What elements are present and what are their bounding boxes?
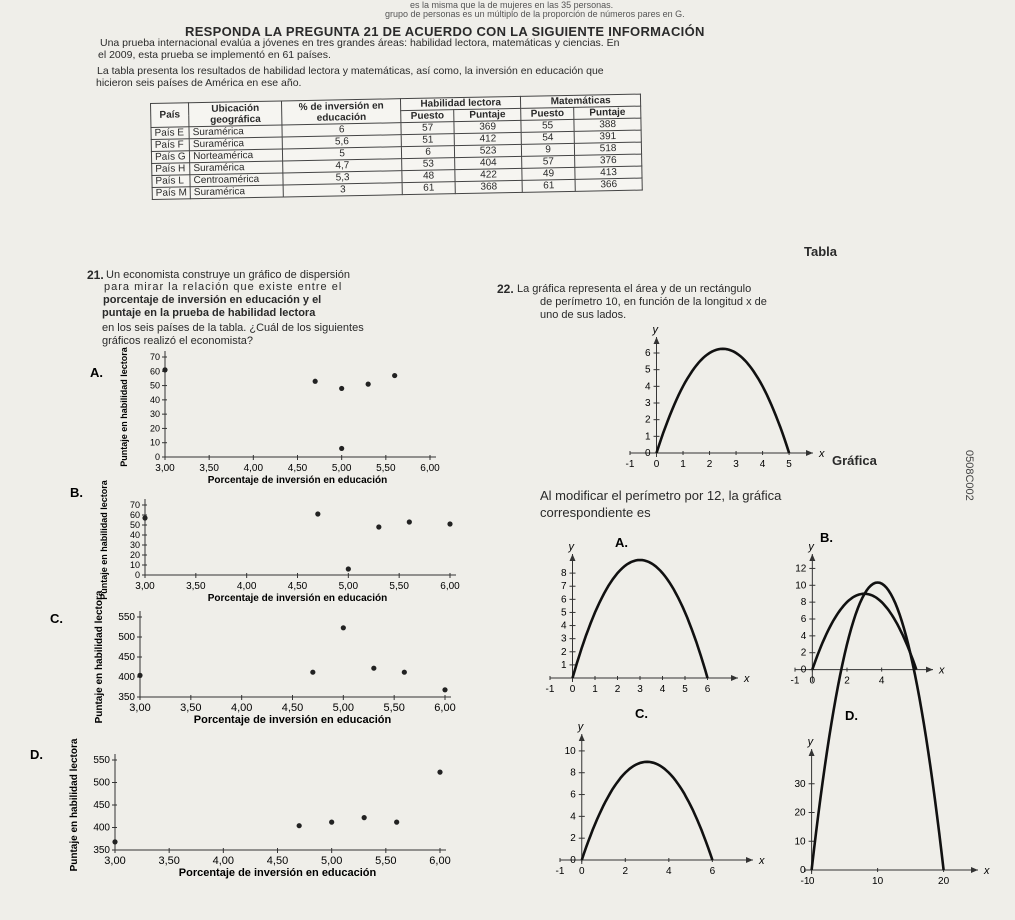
y-axis-title: Puntaje en habilidad lectora [94, 590, 105, 724]
y-tick-label: 40 [149, 394, 160, 405]
table-cell: País L [152, 175, 190, 188]
top-line-2: grupo de personas es un múltiplo de la proporción de números pares en G. [385, 9, 685, 19]
option-label: D. [845, 708, 858, 723]
q22-modify-2: correspondiente es [540, 505, 651, 520]
x-tick-label: 0 [809, 675, 816, 687]
y-tick-label: 550 [118, 612, 135, 623]
y-tick-label: 0 [644, 448, 651, 459]
x-tick-label: 3,00 [155, 463, 175, 474]
x-tick-label: 5,50 [389, 581, 409, 592]
parabola-curve [573, 560, 708, 678]
table-cell: 368 [455, 180, 522, 193]
parabola-curve [657, 349, 790, 453]
y-tick-label: 6 [560, 594, 567, 606]
table-cell: Norteamérica [190, 149, 283, 163]
y-tick-label: 350 [93, 845, 110, 856]
y-tick-label: 70 [129, 500, 140, 510]
x-tick-label: 3 [637, 684, 643, 695]
x-tick-label: -1 [800, 876, 810, 887]
y-tick-label: 1 [644, 431, 651, 443]
col-mat-puesto: Puesto [521, 107, 574, 120]
y-tick-label: 10 [149, 437, 160, 448]
col-inversion: % de inversión en educación [282, 99, 401, 125]
q21-line-5: en los seis países de la tabla. ¿Cuál de los siguientes [102, 322, 364, 334]
table-cell: País G [151, 151, 189, 164]
x-tick-label: 10 [872, 876, 884, 887]
data-point [366, 382, 371, 387]
q21-line-2: para mirar la relación que existe entre el [104, 281, 343, 293]
x-tick-label: 4,50 [266, 855, 289, 867]
table-cell: 6 [282, 123, 401, 137]
y-tick-label: 2 [800, 647, 807, 659]
col-mat-puntaje: Puntaje [574, 106, 641, 119]
x-axis-title: x [819, 448, 825, 460]
x-tick-label: 3,00 [104, 855, 126, 867]
x-axis-title: x [744, 673, 750, 685]
x-tick-label: 4 [759, 459, 766, 470]
table-cell: 53 [402, 158, 455, 171]
y-tick-label: 60 [129, 510, 140, 520]
table-cell: 518 [574, 142, 641, 155]
data-point [339, 446, 344, 451]
y-tick-label: 0 [800, 664, 807, 676]
table-cell: 49 [522, 167, 575, 180]
y-tick-label: 4 [570, 811, 576, 823]
y-tick-label: 4 [800, 630, 807, 642]
table-cell: 422 [455, 168, 522, 181]
results-table [150, 94, 643, 200]
x-tick-label: 0 [808, 876, 815, 887]
table-cell: 51 [401, 134, 454, 147]
parabola-curve [582, 762, 713, 860]
option-label: D. [30, 747, 43, 762]
y-axis-title: y [568, 541, 574, 553]
y-tick-label: 10 [564, 745, 576, 757]
data-point [376, 524, 381, 529]
x-axis-title: Porcentaje de inversión en educación [193, 714, 392, 726]
y-tick-label: 7 [560, 581, 567, 593]
option-label: C. [635, 706, 648, 721]
x-tick-label: 4,00 [230, 702, 253, 714]
table-cell: 413 [575, 166, 642, 179]
y-tick-label: 1 [560, 659, 567, 671]
y-tick-label: 400 [118, 672, 135, 683]
option-label: C. [50, 611, 63, 626]
x-tick-label: 3,50 [158, 855, 180, 867]
x-tick-label: 6,00 [429, 855, 451, 867]
data-point [112, 839, 117, 844]
table-cell: 4,7 [283, 159, 402, 173]
y-tick-label: 500 [93, 777, 110, 789]
y-tick-label: 10 [794, 836, 806, 848]
table-cell: 412 [454, 132, 521, 145]
x-tick-label: 5,50 [383, 702, 405, 714]
x-tick-label: 4,00 [243, 463, 264, 474]
table-cell: 3 [283, 183, 402, 197]
table-cell: 391 [574, 130, 641, 143]
x-tick-label: 3,50 [186, 581, 206, 592]
data-point [142, 515, 147, 520]
x-axis-title: x [939, 664, 945, 677]
x-tick-label: 5 [682, 684, 688, 695]
table-cell: 388 [574, 118, 641, 131]
x-tick-label: 6,00 [440, 581, 460, 592]
x-tick-label: -1 [790, 675, 800, 687]
parabola-curve [812, 594, 916, 670]
x-tick-label: 5,00 [320, 855, 343, 867]
y-tick-label: 20 [129, 550, 140, 560]
y-tick-label: 6 [800, 614, 807, 625]
scatter-option-a [85, 345, 465, 495]
scatter-option-c [50, 590, 465, 740]
table-cell: 5 [283, 147, 402, 161]
table-cell: 6 [402, 146, 455, 159]
section-header: RESPONDA LA PREGUNTA 21 DE ACUERDO CON LA SIGUIENTE INFORMACIÓN [185, 24, 705, 39]
y-tick-label: 350 [118, 692, 135, 703]
x-tick-label: 2 [844, 675, 850, 687]
y-tick-label: 40 [129, 530, 140, 540]
data-point [313, 379, 318, 384]
data-point [137, 673, 142, 678]
x-tick-label: -1 [625, 459, 635, 470]
x-tick-label: 5,50 [376, 463, 396, 474]
x-tick-label: 5,00 [338, 581, 359, 592]
table-cell: Suramérica [189, 125, 282, 139]
table-cell: 369 [454, 120, 521, 133]
option-label: B. [70, 485, 83, 500]
x-tick-label: 0 [569, 684, 576, 695]
y-tick-label: 8 [560, 568, 567, 580]
x-tick-label: 2 [706, 459, 713, 470]
y-axis-arrow [809, 749, 815, 756]
y-tick-label: 450 [118, 652, 135, 663]
y-tick-label: 550 [93, 755, 110, 766]
y-tick-label: 4 [560, 620, 567, 632]
table-cell: País E [151, 127, 189, 140]
x-axis-arrow [971, 867, 978, 873]
y-axis-title: y [652, 324, 659, 336]
q22-modify-1: Al modificar el perímetro por 12, la gráfica [540, 488, 782, 503]
x-tick-label: 2 [622, 866, 629, 877]
y-tick-label: 12 [795, 563, 807, 575]
scatter-option-b [70, 480, 465, 605]
data-point [339, 386, 344, 391]
option-label: B. [820, 530, 833, 545]
table-cell: 54 [521, 131, 574, 144]
y-axis-arrow [570, 554, 576, 561]
col-pais: País [151, 103, 190, 128]
y-tick-label: 50 [149, 380, 160, 391]
table-cell: País H [152, 163, 190, 176]
y-tick-label: 30 [794, 778, 806, 790]
y-tick-label: 20 [149, 423, 160, 434]
y-tick-label: 20 [794, 807, 806, 819]
y-axis-title: y [808, 541, 814, 553]
y-tick-label: 400 [93, 822, 110, 834]
col-lectora-puntaje: Puntaje [454, 108, 521, 121]
q22-line-1: La gráfica representa el área y de un rectángulo [517, 283, 752, 295]
q21-number: 21. [87, 268, 104, 282]
y-tick-label: 500 [118, 632, 135, 643]
x-axis-title: Porcentaje de inversión en educación [207, 593, 388, 604]
y-axis-arrow [809, 554, 815, 561]
table-cell: 57 [522, 155, 575, 168]
data-point [437, 770, 442, 775]
q21-line-3: porcentaje de inversión en educación y el [103, 294, 322, 306]
y-tick-label: 450 [93, 800, 110, 811]
y-tick-label: 6 [570, 789, 576, 801]
y-tick-label: 3 [644, 398, 651, 409]
data-point [315, 511, 320, 516]
x-tick-label: 3,00 [129, 702, 151, 714]
x-tick-label: 6,00 [420, 463, 440, 474]
y-tick-label: 0 [800, 865, 806, 876]
x-tick-label: 4,50 [287, 463, 308, 474]
table-cell: 366 [575, 178, 642, 191]
y-tick-label: 70 [149, 352, 160, 362]
graph-option-c [545, 700, 765, 885]
x-tick-label: 4,00 [212, 855, 235, 867]
table-cell: 48 [402, 170, 455, 183]
y-tick-label: 0 [570, 855, 576, 866]
y-tick-label: 4 [644, 381, 651, 393]
x-tick-label: 4,50 [281, 702, 304, 714]
col-lectora-puesto: Puesto [401, 110, 454, 123]
data-point [402, 670, 407, 675]
table-cell: País M [152, 187, 190, 200]
x-tick-label: 2 [614, 684, 621, 695]
x-tick-label: 20 [938, 876, 950, 887]
y-tick-label: 50 [129, 520, 140, 530]
intro-line-3: La tabla presenta los resultados de habilidad lectora y matemáticas, así como, la inversión en educación que [97, 65, 604, 77]
x-tick-label: 5,00 [332, 702, 355, 714]
table-cell: 55 [521, 119, 574, 132]
data-point [407, 519, 412, 524]
y-tick-label: 60 [149, 366, 160, 377]
data-point [329, 820, 334, 825]
x-tick-label: 3,00 [135, 581, 155, 592]
x-axis-arrow [731, 675, 738, 681]
intro-line-4: hicieron seis países de América en ese año. [96, 77, 302, 89]
x-tick-label: 3,50 [199, 463, 219, 474]
x-axis-title: x [984, 865, 990, 877]
x-axis-title: Porcentaje de inversión en educación [207, 475, 388, 486]
y-tick-label: 2 [644, 414, 651, 426]
table-cell: País F [151, 139, 189, 152]
x-tick-label: 1 [592, 684, 598, 695]
table-cell: Suramérica [189, 137, 282, 151]
q21-line-4: puntaje en la prueba de habilidad lectora [102, 307, 316, 319]
y-axis-title: y [807, 736, 814, 748]
x-tick-label: 5,00 [331, 463, 352, 474]
table-caption: Tabla [804, 244, 837, 259]
side-code: 0508C002 [963, 450, 975, 501]
graph-option-b [780, 530, 945, 695]
x-tick-label: 6,00 [434, 702, 456, 714]
x-tick-label: 4 [666, 866, 672, 877]
y-tick-label: 5 [644, 364, 651, 376]
x-tick-label: 1 [680, 459, 686, 470]
data-point [442, 687, 447, 692]
table-cell: 57 [401, 122, 454, 135]
table-cell: Suramérica [190, 185, 283, 199]
data-point [362, 815, 367, 820]
x-tick-label: 4 [659, 684, 666, 695]
y-tick-label: 0 [134, 570, 140, 580]
y-axis-title: Puntaje en habilidad lectora [99, 480, 109, 600]
intro-line-1: Una prueba internacional evalúa a jóvenes en tres grandes áreas: habilidad lectora, matemáticas y ciencias. En [100, 37, 620, 49]
x-tick-label: 4,00 [236, 581, 257, 592]
graph-option-a [535, 535, 750, 695]
x-tick-label: 3,50 [180, 702, 202, 714]
y-axis-arrow [654, 337, 660, 344]
x-tick-label: 6 [704, 684, 711, 695]
x-tick-label: -1 [545, 684, 555, 695]
y-tick-label: 10 [795, 580, 807, 592]
graph-caption: Gráfica [832, 453, 877, 468]
x-axis-arrow [806, 450, 813, 456]
table-cell: Suramérica [190, 161, 283, 175]
col-matematicas: Matemáticas [521, 94, 641, 108]
y-axis-arrow [579, 734, 585, 741]
y-tick-label: 2 [570, 833, 576, 845]
y-tick-label: 30 [149, 409, 160, 420]
x-tick-label: 4 [878, 675, 885, 687]
data-point [297, 823, 302, 828]
table-cell: Centroamérica [190, 173, 283, 187]
y-tick-label: 30 [129, 540, 140, 550]
area-graph-main [610, 324, 830, 470]
data-point [310, 670, 315, 675]
option-label: A. [615, 535, 628, 550]
x-tick-label: 3 [733, 459, 739, 470]
x-axis-title: x [759, 855, 765, 867]
data-point [371, 666, 376, 671]
col-lectora: Habilidad lectora [401, 96, 521, 110]
y-tick-label: 8 [570, 767, 576, 779]
q22-number: 22. [497, 282, 514, 296]
y-tick-label: 0 [154, 452, 160, 462]
data-point [394, 820, 399, 825]
q22-line-2: de perímetro 10, en función de la longitud x de [540, 296, 767, 308]
data-point [447, 521, 452, 526]
table-cell: 61 [402, 182, 455, 195]
table-cell: 9 [521, 143, 574, 156]
table-cell: 61 [522, 179, 575, 192]
x-tick-label: 0 [578, 866, 585, 877]
data-point [346, 566, 351, 571]
y-axis-title: Puntaje en habilidad lectora [69, 738, 80, 872]
y-tick-label: 6 [644, 348, 651, 359]
q21-line-1: Un economista construye un gráfico de dispersión [106, 269, 350, 281]
q22-line-3: uno de sus lados. [540, 309, 627, 321]
x-axis-arrow [926, 667, 933, 673]
col-ubicacion: Ubicación geográfica [189, 101, 282, 127]
y-tick-label: 8 [800, 597, 807, 609]
top-line-1: es la misma que la de mujeres en las 35 personas. [410, 0, 614, 10]
y-tick-label: 5 [560, 607, 567, 619]
y-axis-title: y [577, 721, 584, 733]
x-tick-label: 5,50 [375, 855, 397, 867]
x-tick-label: -1 [555, 866, 565, 877]
data-point [162, 367, 167, 372]
x-tick-label: 0 [653, 459, 660, 470]
table-cell: 5,3 [283, 171, 402, 185]
data-point [392, 373, 397, 378]
graph-option-d [785, 705, 990, 890]
y-tick-label: 2 [560, 646, 567, 658]
table-cell: 523 [455, 144, 522, 157]
data-point [341, 625, 346, 630]
y-tick-label: 10 [129, 560, 140, 570]
table-cell: 5,6 [282, 135, 401, 149]
table-cell: 376 [575, 154, 642, 167]
table-cell: 404 [455, 156, 522, 169]
x-axis-title: Porcentaje de inversión en educación [178, 867, 377, 879]
x-axis-arrow [746, 857, 753, 863]
scatter-option-d [30, 738, 465, 890]
intro-line-2: el 2009, esta prueba se implementó en 61 países. [98, 49, 331, 61]
x-tick-label: 5 [786, 459, 792, 470]
x-tick-label: 6 [709, 866, 716, 877]
y-tick-label: 3 [560, 633, 567, 645]
y-axis-title: Puntaje en habilidad lectora [119, 347, 129, 467]
option-label: A. [90, 365, 103, 380]
x-tick-label: 4,50 [287, 581, 308, 592]
q21-line-6: gráficos realizó el economista? [102, 335, 254, 347]
